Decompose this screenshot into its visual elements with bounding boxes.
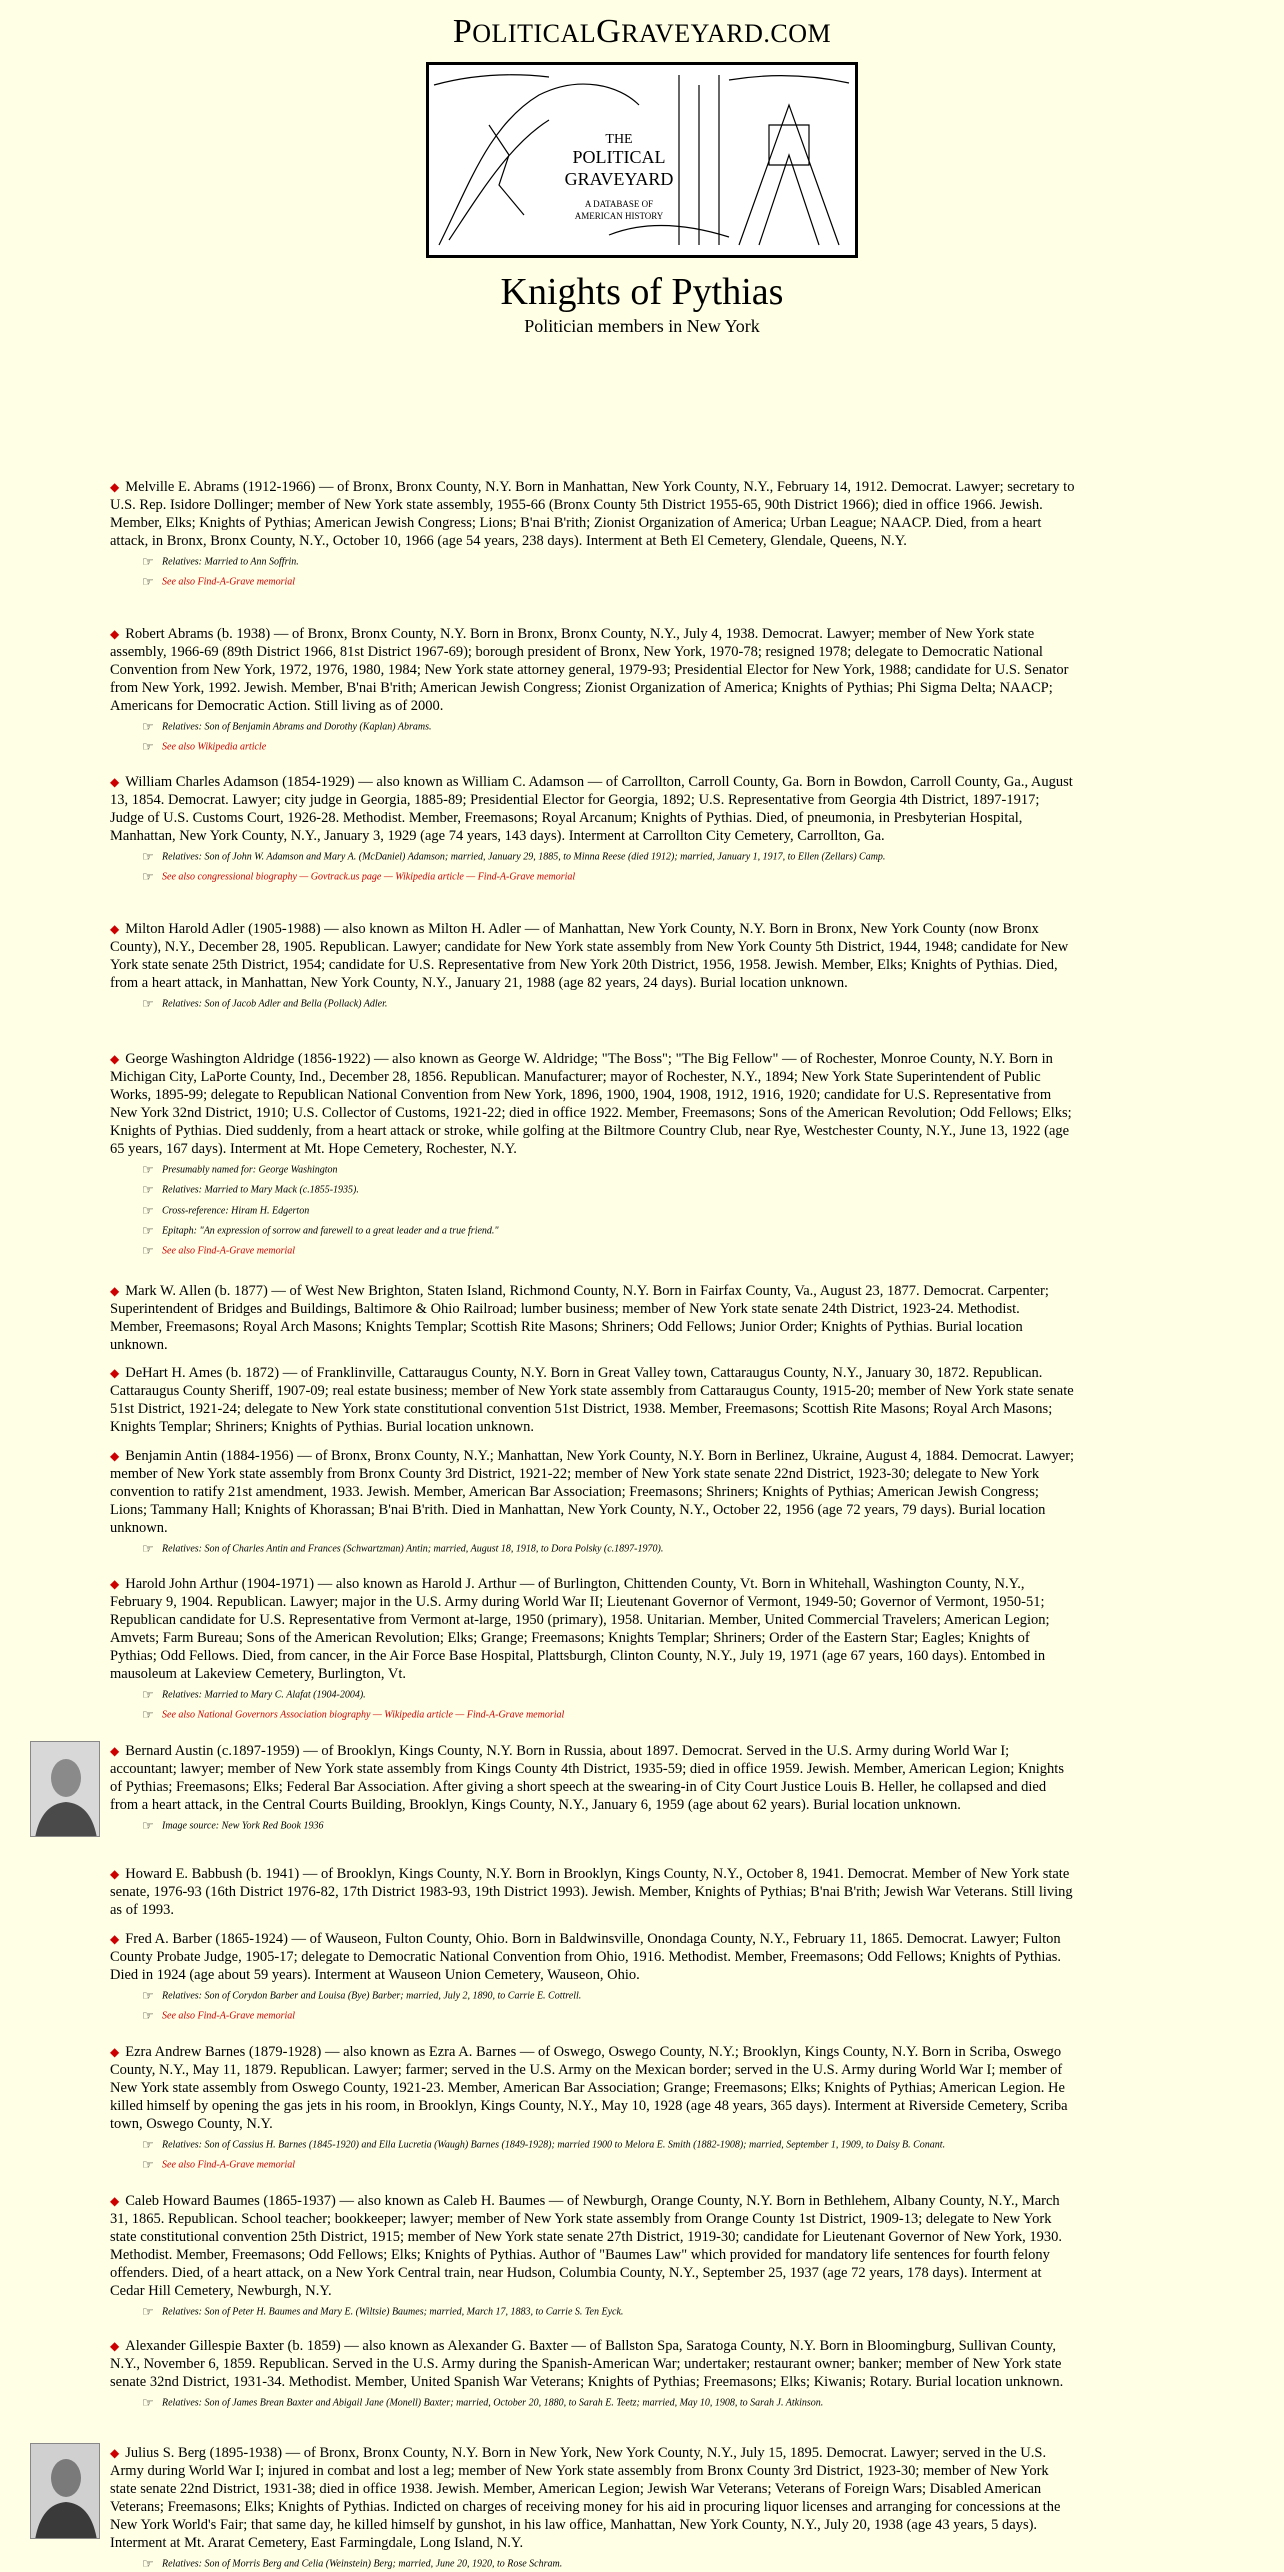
relatives-note: Relatives: Married to Ann Soffrin. (162, 556, 299, 568)
diamond-icon: ◆ (110, 1867, 120, 1881)
list-item (110, 1364, 1075, 1436)
image-source-note: Image source: New York Red Book 1936 (162, 1820, 324, 1832)
entry-text: Harold John Arthur (1904-1971) — also known as Harold J. Arthur — of Burlington, Chittenden County, Vt. Born in Whitehall, Washington County, N.Y., February 9, 1904. Republican. Lawyer; major in the U.S. Army during World War II; Lieutenant Governor of Vermont, 1949-50; Governor of Vermont, 1950-51; Republican candidate for U.S. Representative from Vermont at-large, 1950 (primary), 1958. Unitarian. Member, United Commercial Travelers; American Legion; Amvets; Farm Bureau; Sons of the American Revolution; Elks; Grange; Freemasons; Knights Templar; Shriners; Order of the Eastern Star; Eagles; Knights of Pythias; Odd Fellows. Died, from cancer, in the Air Force Base Hospital, Plattsburgh, Clinton County, N.Y., July 19, 1971 (age 67 years, 160 days). Entombed in mausoleum at Lakeview Cemetery, Burlington, Vt. (110, 1576, 1050, 1682)
relatives-note: Relatives: Son of Morris Berg and Celia (Weinstein) Berg; married, June 20, 1920, to Rose Schram. (162, 2558, 563, 2570)
site-title[interactable]: POLITICALGRAVEYARD.COM (452, 13, 832, 50)
see-also-links[interactable]: See also Find-A-Grave memorial (162, 1245, 296, 1257)
diamond-icon: ◆ (110, 1366, 120, 1380)
diamond-icon: ◆ (110, 2339, 120, 2353)
list-item (110, 1050, 1075, 1259)
pointing-hand-icon: ☞ (142, 1707, 154, 1723)
pointing-hand-icon: ☞ (142, 1687, 154, 1702)
pointing-hand-icon: ☞ (142, 2556, 154, 2571)
entry-text: Bernard Austin (c.1897-1959) — of Brooklyn, Kings County, N.Y. Born in Russia, about 1897. Democrat. Served in the U.S. Army during World War I; accountant; lawyer; member of New York state assembly from Kings County 4th District, 1935-59; died in office 1959. Jewish. Member, American Legion; Knights of Pythias; Freemasons; Elks; Federal Bar Association. After giving a short speech at the swearing-in of City Court Justice Louis B. Heller, he collapsed and died from a heart attack, in the Central Courts Building, Brooklyn, Kings County, N.Y., January 6, 1959 (age about 62 years). Burial location unknown. (110, 1743, 1064, 1813)
page-title: Knights of Pythias (500, 271, 784, 313)
list-item (110, 1930, 1075, 2025)
diamond-icon: ◆ (110, 2446, 120, 2460)
see-also-links[interactable]: See also Wikipedia article (162, 741, 267, 753)
pointing-hand-icon: ☞ (142, 2304, 154, 2319)
relatives-note: Relatives: Son of Peter H. Baumes and Mary E. (Wiltsie) Baumes; married, March 17, 1883, to Carrie S. Ten Eyck. (162, 2306, 624, 2318)
entry-text: Milton Harold Adler (1905-1988) — also known as Milton H. Adler — of Manhattan, New York County, N.Y. Born in Bronx, New York County (now Bronx County), N.Y., December 28, 1905. Republican. Lawyer; candidate for New York state assembly from New York County 5th District, 1944, 1948; candidate for New York state senate 25th District, 1954; candidate for U.S. Representative from New York 20th District, 1956, 1958. Jewish. Member, Elks; Knights of Pythias. Died, from a heart attack, in Manhattan, New York County, N.Y., January 21, 1988 (age 82 years, 24 days). Burial location unknown. (110, 921, 1069, 991)
relatives-note: Relatives: Son of Jacob Adler and Bella (Pollack) Adler. (162, 998, 388, 1010)
list-item (110, 2043, 1075, 2174)
entry-text: Julius S. Berg (1895-1938) — of Bronx, Bronx County, N.Y. Born in New York, New York County, N.Y., July 15, 1895. Democrat. Lawyer; served in the U.S. Army during World War I; injured in combat and lost a leg; member of New York state assembly from Bronx County 3rd District, 1923-30; member of New York state senate 22nd District, 1931-38; died in office 1938. Jewish. Member, American Legion; Jewish War Veterans; Veterans of Foreign Wars; Disabled American Veterans; Freemasons; Elks; Knights of Pythias. Indicted on charges of receiving money for his aid in procuring liquor licenses and arranging for concessions at the New York World's Fair; that same day, he killed himself by gunshot, in his law office, Manhattan, New York County, N.Y., July 20, 1938 (age 43 years, 5 days). Interment at Mt. Ararat Cemetery, East Farmingdale, Long Island, N.Y. (110, 2445, 1061, 2551)
diamond-icon: ◆ (110, 1284, 120, 1298)
pointing-hand-icon: ☞ (142, 2137, 154, 2152)
list-item (110, 773, 1075, 886)
logo-text: THE (605, 132, 633, 147)
pointing-hand-icon: ☞ (142, 1818, 154, 1833)
entry-text: DeHart H. Ames (b. 1872) — of Franklinville, Cattaraugus County, N.Y. Born in Great Valley town, Cattaraugus County, N.Y., January 30, 1872. Republican. Cattaraugus County Sheriff, 1907-09; real estate business; member of New York state assembly from Cattaraugus County, 1915-20; member of New York state senate 51st District, 1921-24; delegate to New York state constitutional convention 51st District, 1938. Member, Freemasons; Scottish Rite Masons; Royal Arch Masons; Knights Templar; Shriners; Knights of Pythias. Burial location unknown. (110, 1365, 1074, 1435)
entry-text: Mark W. Allen (b. 1877) — of West New Brighton, Staten Island, Richmond County, N.Y. Born in Fairfax County, Va., August 23, 1877. Democrat. Carpenter; Superintendent of Bridges and Buildings, Baltimore & Ohio Railroad; lumber business; member of New York state senate 24th District, 1923-24. Methodist. Member, Freemasons; Royal Arch Masons; Knights Templar; Scottish Rite Masons; Shriners; Odd Fellows; Junior Order; Knights of Pythias. Burial location unknown. (110, 1283, 1049, 1353)
diamond-icon: ◆ (110, 480, 120, 494)
diamond-icon: ◆ (110, 2194, 120, 2208)
site-logo[interactable] (426, 62, 858, 258)
pointing-hand-icon: ☞ (142, 554, 154, 569)
page-subtitle: Politician members in New York (524, 316, 760, 336)
list-item (110, 1865, 1075, 1919)
entry-text: Fred A. Barber (1865-1924) — of Wauseon, Fulton County, Ohio. Born in Baldwinsville, Onondaga County, N.Y., February 11, 1865. Democrat. Lawyer; Fulton County Probate Judge, 1905-17; delegate to Democratic National Convention from Ohio, 1916. Methodist. Member, Freemasons; Odd Fellows; Knights of Pythias. Died in 1924 (age about 59 years). Interment at Wauseon Union Cemetery, Wauseon, Ohio. (110, 1931, 1062, 1983)
page-header (0, 0, 1284, 337)
epitaph-note: Epitaph: "An expression of sorrow and farewell to a great leader and a true friend." (162, 1225, 499, 1237)
entry-text: Melville E. Abrams (1912-1966) — of Bronx, Bronx County, N.Y. Born in Manhattan, New York County, N.Y., February 14, 1912. Democrat. Lawyer; secretary to U.S. Rep. Isidore Dollinger; member of New York state assembly, 1955-66 (Bronx County 5th District 1955-65, 90th District 1966); died in office 1966. Jewish. Member, Elks; Knights of Pythias; American Jewish Congress; Lions; B'nai B'rith; Zionist Organization of America; Urban League; NAACP. Died, from a heart attack, in Bronx, Bronx County, N.Y., October 10, 1966 (age 54 years, 238 days). Interment at Beth El Cemetery, Glendale, Queens, N.Y. (110, 479, 1075, 549)
pointing-hand-icon: ☞ (142, 574, 154, 590)
pointing-hand-icon: ☞ (142, 1182, 154, 1198)
pointing-hand-icon: ☞ (142, 739, 154, 755)
list-item (110, 625, 1075, 756)
entry-text: Caleb Howard Baumes (1865-1937) — also known as Caleb H. Baumes — of Newburgh, Orange County, N.Y. Born in Bethlehem, Albany County, N.Y., March 31, 1865. Republican. School teacher; bookkeeper; lawyer; member of New York state assembly from Orange County 1st District, 1909-13; delegate to New York state constitutional convention 25th District, 1915; member of New York state senate 27th District, 1919-30; candidate for Lieutenant Governor of New York, 1930. Methodist. Member, Freemasons; Odd Fellows; Elks; Knights of Pythias. Author of "Baumes Law" which provided for mandatory life sentences for fourth felony offenders. Died, of a heart attack, on a New York Central train, near Hudson, Columbia County, N.Y., September 25, 1937 (age 72 years, 178 days). Interment at Cedar Hill Cemetery, Newburgh, N.Y. (110, 2193, 1062, 2299)
diamond-icon: ◆ (110, 1932, 120, 1946)
diamond-icon: ◆ (110, 1577, 120, 1591)
list-item (110, 1742, 1075, 1834)
list-item (110, 478, 1075, 591)
relatives-note: Relatives: Son of Charles Antin and Frances (Schwartzman) Antin; married, August 18, 1918, to Dora Polsky (c.1897-1970). (162, 1543, 664, 1555)
pointing-hand-icon: ☞ (142, 869, 154, 885)
entry-text: Alexander Gillespie Baxter (b. 1859) — also known as Alexander G. Baxter — of Ballston Spa, Saratoga County, N.Y. Born in Bloomingburg, Sullivan County, N.Y., November 6, 1859. Republican. Served in the U.S. Army during the Spanish-American War; undertaker; restaurant owner; banker; member of New York state senate 32nd District, 1931-34. Methodist. Member, United Spanish War Veterans; Knights of Pythias; Freemasons; Elks; Kiwanis; Rotary. Burial location unknown. (110, 2338, 1064, 2390)
diamond-icon: ◆ (110, 1449, 120, 1463)
entry-text: George Washington Aldridge (1856-1922) — also known as George W. Aldridge; "The Boss"; "The Big Fellow" — of Rochester, Monroe County, N.Y. Born in Michigan City, LaPorte County, Ind., December 28, 1856. Republican. Manufacturer; mayor of Rochester, N.Y., 1894; New York State Superintendent of Public Works, 1895-99; delegate to Republican National Convention from New York, 1896, 1900, 1904, 1908, 1912, 1916, 1920; candidate for U.S. Representative from New York 32nd District, 1910; U.S. Collector of Customs, 1921-22; died in office 1922. Member, Freemasons; Sons of the American Revolution; Odd Fellows; Elks; Knights of Pythias. Died suddenly, from a heart attack or stroke, while golfing at the Biltmore Country Club, near Rye, Westchester County, N.Y., June 13, 1922 (age 65 years, 167 days). Interment at Mt. Hope Cemetery, Rochester, N.Y. (110, 1051, 1072, 1157)
relatives-note: Relatives: Son of John W. Adamson and Mary A. (McDaniel) Adamson; married, January 29, 1885, to Minna Reese (died 1912); married, January 1, 1917, to Ellen (Zellars) Camp. (162, 851, 886, 863)
pointing-hand-icon: ☞ (142, 2395, 154, 2410)
logo-text: GRAVEYARD (564, 169, 674, 189)
diamond-icon: ◆ (110, 922, 120, 936)
pointing-hand-icon: ☞ (142, 2157, 154, 2173)
pointing-hand-icon: ☞ (142, 1162, 154, 1177)
portrait-photo (30, 1741, 100, 1837)
relatives-note: Relatives: Married to Mary Mack (c.1855-1935). (162, 1184, 359, 1196)
diamond-icon: ◆ (110, 1052, 120, 1066)
pointing-hand-icon: ☞ (142, 1541, 154, 1556)
list-item (110, 920, 1075, 1012)
pointing-hand-icon: ☞ (142, 849, 154, 864)
see-also-links[interactable]: See also National Governors Association biography — Wikipedia article — Find-A-Grave memorial (162, 1709, 565, 1721)
entry-text: Benjamin Antin (1884-1956) — of Bronx, Bronx County, N.Y.; Manhattan, New York County, N.Y. Born in Berlinez, Ukraine, August 4, 1884. Democrat. Lawyer; member of New York state assembly from Bronx County 3rd District, 1921-22; member of New York state senate 22nd District, 1923-30; delegate to New York convention to ratify 21st amendment, 1933. Jewish. Member, American Bar Association; Freemasons; Shriners; Knights of Pythias; American Jewish Congress; Lions; Tammany Hall; Knights of Khorassan; B'nai B'rith. Died in Manhattan, New York County, N.Y., October 22, 1956 (age 72 years, 79 days). Burial location unknown. (110, 1448, 1075, 1536)
diamond-icon: ◆ (110, 2045, 120, 2059)
list-item (110, 2192, 1075, 2320)
logo-text: AMERICAN HISTORY (574, 211, 664, 221)
list-item (110, 1447, 1075, 1557)
list-item (110, 1575, 1075, 1724)
named-for-note: Presumably named for: George Washington (162, 1164, 338, 1176)
pointing-hand-icon: ☞ (142, 1988, 154, 2003)
logo-text: A DATABASE OF (584, 199, 654, 209)
pointing-hand-icon: ☞ (142, 1243, 154, 1259)
pointing-hand-icon: ☞ (142, 1202, 154, 1218)
diamond-icon: ◆ (110, 627, 120, 641)
entry-text: Robert Abrams (b. 1938) — of Bronx, Bronx County, N.Y. Born in Bronx, Bronx County, N.Y., July 4, 1938. Democrat. Lawyer; member of New York state assembly, 1966-69 (89th District 1966, 81st District 1967-69); borough president of Bronx, New York, 1970-78; resigned 1978; delegate to Democratic National Convention from New York, 1972, 1976, 1980, 1984; New York state attorney general, 1979-93; Presidential Elector for New York, 1988; candidate for U.S. Senator from New York, 1992. Jewish. Member, B'nai B'rith; American Jewish Congress; Zionist Organization of America; Knights of Pythias; Phi Sigma Delta; NAACP; Americans for Democratic Action. Still living as of 2000. (110, 626, 1069, 714)
relatives-note: Relatives: Son of Cassius H. Barnes (1845-1920) and Ella Lucretia (Waugh) Barnes (1849-1928); married 1900 to Melora E. Smith (1882-1908); married, September 1, 1909, to Daisy B. Conant. (162, 2139, 946, 2151)
diamond-icon: ◆ (110, 1744, 120, 1758)
relatives-note: Relatives: Married to Mary C. Alafat (1904-2004). (162, 1689, 366, 1701)
see-also-links[interactable]: See also Find-A-Grave memorial (162, 2010, 296, 2022)
relatives-note: Relatives: Son of Corydon Barber and Louisa (Bye) Barber; married, July 2, 1890, to Carrie E. Cottrell. (162, 1990, 582, 2002)
pointing-hand-icon: ☞ (142, 719, 154, 734)
see-also-links[interactable]: See also congressional biography — Govtrack.us page — Wikipedia article — Find-A-Grave memorial (162, 871, 576, 883)
list-item (110, 1282, 1075, 1354)
see-also-links[interactable]: See also Find-A-Grave memorial (162, 576, 296, 588)
pointing-hand-icon: ☞ (142, 1222, 154, 1238)
logo-text: POLITICAL (572, 147, 666, 167)
entry-text: Howard E. Babbush (b. 1941) — of Brooklyn, Kings County, N.Y. Born in Brooklyn, Kings County, N.Y., October 8, 1941. Democrat. Member of New York state senate, 1976-93 (16th District 1976-82, 17th District 1983-93, 19th District 1993). Jewish. Member, Knights of Pythias; B'nai B'rith; Jewish War Veterans. Still living as of 1993. (110, 1866, 1073, 1918)
see-also-links[interactable]: See also Find-A-Grave memorial (162, 2159, 296, 2171)
relatives-note: Relatives: Son of Benjamin Abrams and Dorothy (Kaplan) Abrams. (162, 721, 432, 733)
pointing-hand-icon: ☞ (142, 996, 154, 1011)
entry-text: Ezra Andrew Barnes (1879-1928) — also known as Ezra A. Barnes — of Oswego, Oswego County, N.Y.; Brooklyn, Kings County, N.Y. Born in Scriba, Oswego County, N.Y., May 11, 1879. Republican. Lawyer; farmer; served in the U.S. Army on the Mexican border; served in the U.S. Army during World War I; member of New York state assembly from Oswego County, 1921-23. Member, American Bar Association; Grange; Freemasons; Elks; Knights of Pythias; American Legion. He killed himself by opening the gas jets in his room, in Brooklyn, Kings County, N.Y., May 10, 1928 (age 48 years, 365 days). Interment at Riverside Cemetery, Scriba town, Oswego County, N.Y. (110, 2044, 1068, 2132)
list-item (110, 2337, 1075, 2411)
entry-text: William Charles Adamson (1854-1929) — also known as William C. Adamson — of Carrollton, Carroll County, Ga. Born in Bowdon, Carroll County, Ga., August 13, 1854. Democrat. Lawyer; city judge in Georgia, 1885-89; Presidential Elector for Georgia, 1892; U.S. Representative from Georgia 4th District, 1897-1917; Judge of U.S. Customs Court, 1926-28. Methodist. Member, Freemasons; Royal Arcanum; Knights of Pythias. Died, of pneumonia, in Presbyterian Hospital, Manhattan, New York County, N.Y., January 3, 1929 (age 74 years, 143 days). Interment at Carrollton City Cemetery, Carrollton, Ga. (110, 774, 1073, 844)
cross-reference-note: Cross-reference: Hiram H. Edgerton (162, 1204, 310, 1216)
portrait-photo (30, 2443, 100, 2539)
list-item (110, 2444, 1075, 2572)
relatives-note: Relatives: Son of James Brean Baxter and Abigail Jane (Monell) Baxter; married, October 20, 1880, to Sarah E. Teetz; married, May 10, 1908, to Sarah J. Atkinson. (162, 2397, 824, 2409)
diamond-icon: ◆ (110, 775, 120, 789)
pointing-hand-icon: ☞ (142, 2008, 154, 2024)
